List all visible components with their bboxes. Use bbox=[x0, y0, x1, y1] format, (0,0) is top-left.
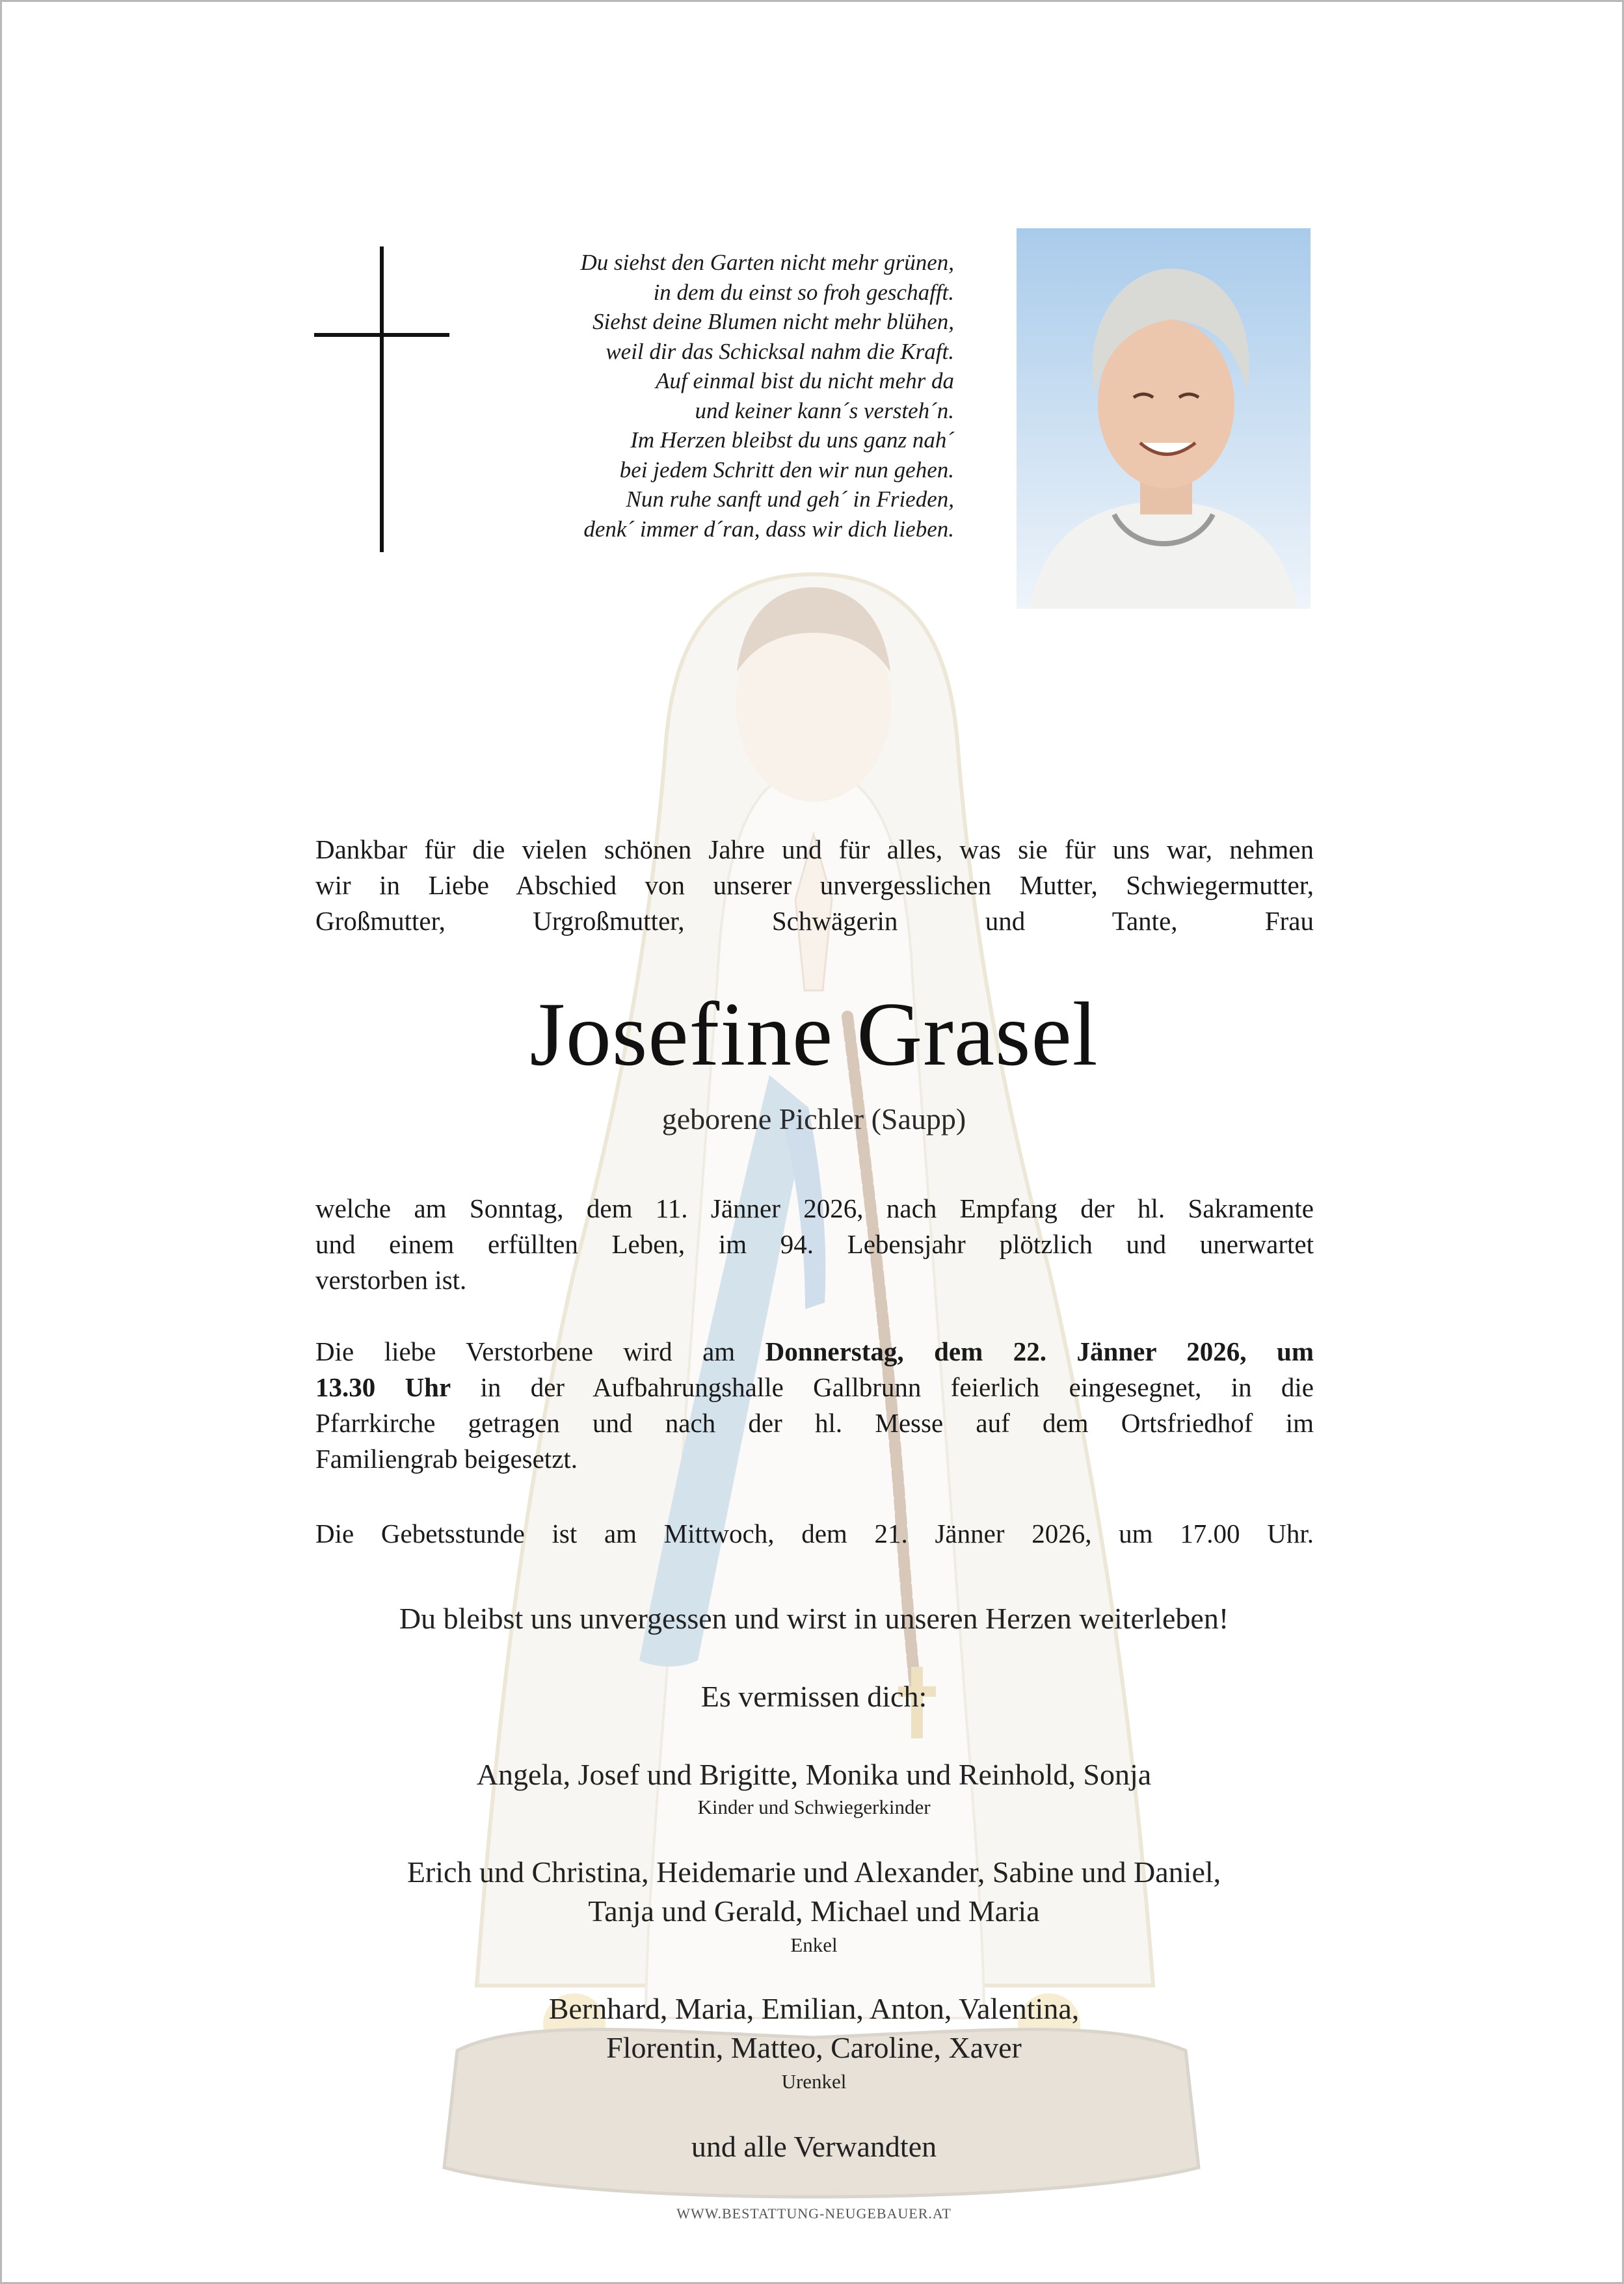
poem-line: denk´ immer d´ran, dass wir dich lieben. bbox=[583, 516, 954, 542]
great-grandchildren-names: Florentin, Matteo, Caroline, Xaver bbox=[606, 2031, 1022, 2064]
deceased-name: Josefine Grasel bbox=[529, 984, 1098, 1085]
grandchildren-names: Erich und Christina, Heidemarie und Alexander, Sabine und Daniel, bbox=[406, 1855, 1221, 1889]
grandchildren-label: Enkel bbox=[790, 1933, 838, 1956]
intro-paragraph bbox=[315, 832, 1314, 939]
poem-line: Siehst deine Blumen nicht mehr blühen, bbox=[592, 309, 954, 334]
funeral-line: Familiengrab beigesetzt. bbox=[315, 1444, 578, 1474]
funeral-paragraph bbox=[315, 1334, 1314, 1477]
funeral-time: 13.30 Uhr bbox=[315, 1372, 451, 1402]
poem-line: Auf einmal bist du nicht mehr da bbox=[656, 368, 954, 393]
death-line: verstorben ist. bbox=[315, 1265, 467, 1295]
intro-line: Großmutter, Urgroßmutter, Schwägerin und Tante, Frau bbox=[315, 906, 1314, 936]
great-grandchildren-names: Bernhard, Maria, Emilian, Anton, Valentina, bbox=[548, 1992, 1080, 2025]
funeral-date: Donnerstag, dem 22. Jänner 2026, um bbox=[765, 1336, 1314, 1366]
poem-line: Nun ruhe sanft und geh´ in Frieden, bbox=[626, 486, 954, 512]
website-link[interactable]: WWW.BESTATTUNG-NEUGEBAUER.AT bbox=[676, 2205, 952, 2222]
funeral-line: Pfarrkirche getragen und nach der hl. Messe auf dem Ortsfriedhof im bbox=[315, 1408, 1314, 1438]
poem-line: und keiner kann´s versteh´n. bbox=[695, 397, 954, 423]
grandchildren-names: Tanja und Gerald, Michael und Maria bbox=[588, 1894, 1040, 1928]
prayer-paragraph bbox=[315, 1516, 1314, 1552]
children-label: Kinder und Schwiegerkinder bbox=[697, 1796, 931, 1818]
funeral-line: Die liebe Verstorbene wird am Donnerstag, dem 22. Jänner 2026, um bbox=[315, 1336, 1314, 1366]
funeral-line: 13.30 Uhr in der Aufbahrungshalle Gallbrunn feierlich eingesegnet, in die bbox=[315, 1372, 1314, 1402]
maiden-name: geborene Pichler (Saupp) bbox=[661, 1102, 966, 1135]
portrait-photo bbox=[1017, 228, 1311, 609]
death-line: und einem erfüllten Leben, im 94. Lebensjahr plötzlich und unerwartet bbox=[315, 1229, 1314, 1259]
prayer-line: Die Gebetsstunde ist am Mittwoch, dem 21. Jänner 2026, um 17.00 Uhr. bbox=[315, 1519, 1314, 1548]
relatives-text: und alle Verwandten bbox=[691, 2130, 937, 2163]
poem-line: bei jedem Schritt den wir nun gehen. bbox=[619, 457, 954, 483]
poem-line: weil dir das Schicksal nahm die Kraft. bbox=[606, 338, 954, 364]
death-paragraph bbox=[315, 1191, 1314, 1298]
children-names: Angela, Josef und Brigitte, Monika und Reinhold, Sonja bbox=[476, 1758, 1152, 1791]
missed-heading: Es vermissen dich: bbox=[700, 1680, 927, 1713]
poem-line: in dem du einst so froh geschafft. bbox=[653, 279, 954, 305]
death-line: welche am Sonntag, dem 11. Jänner 2026, nach Empfang der hl. Sakramente bbox=[315, 1193, 1314, 1223]
poem-line: Du siehst den Garten nicht mehr grünen, bbox=[580, 250, 954, 275]
poem-line: Im Herzen bleibst du uns ganz nah´ bbox=[630, 427, 954, 453]
great-grandchildren-label: Urenkel bbox=[781, 2070, 847, 2093]
closing-text: Du bleibst uns unvergessen und wirst in unseren Herzen weiterleben! bbox=[399, 1602, 1229, 1635]
intro-line: Dankbar für die vielen schönen Jahre und für alles, was sie für uns war, nehmen bbox=[315, 834, 1314, 864]
poem bbox=[418, 248, 954, 544]
intro-line: wir in Liebe Abschied von unserer unvergesslichen Mutter, Schwiegermutter, bbox=[315, 870, 1314, 900]
